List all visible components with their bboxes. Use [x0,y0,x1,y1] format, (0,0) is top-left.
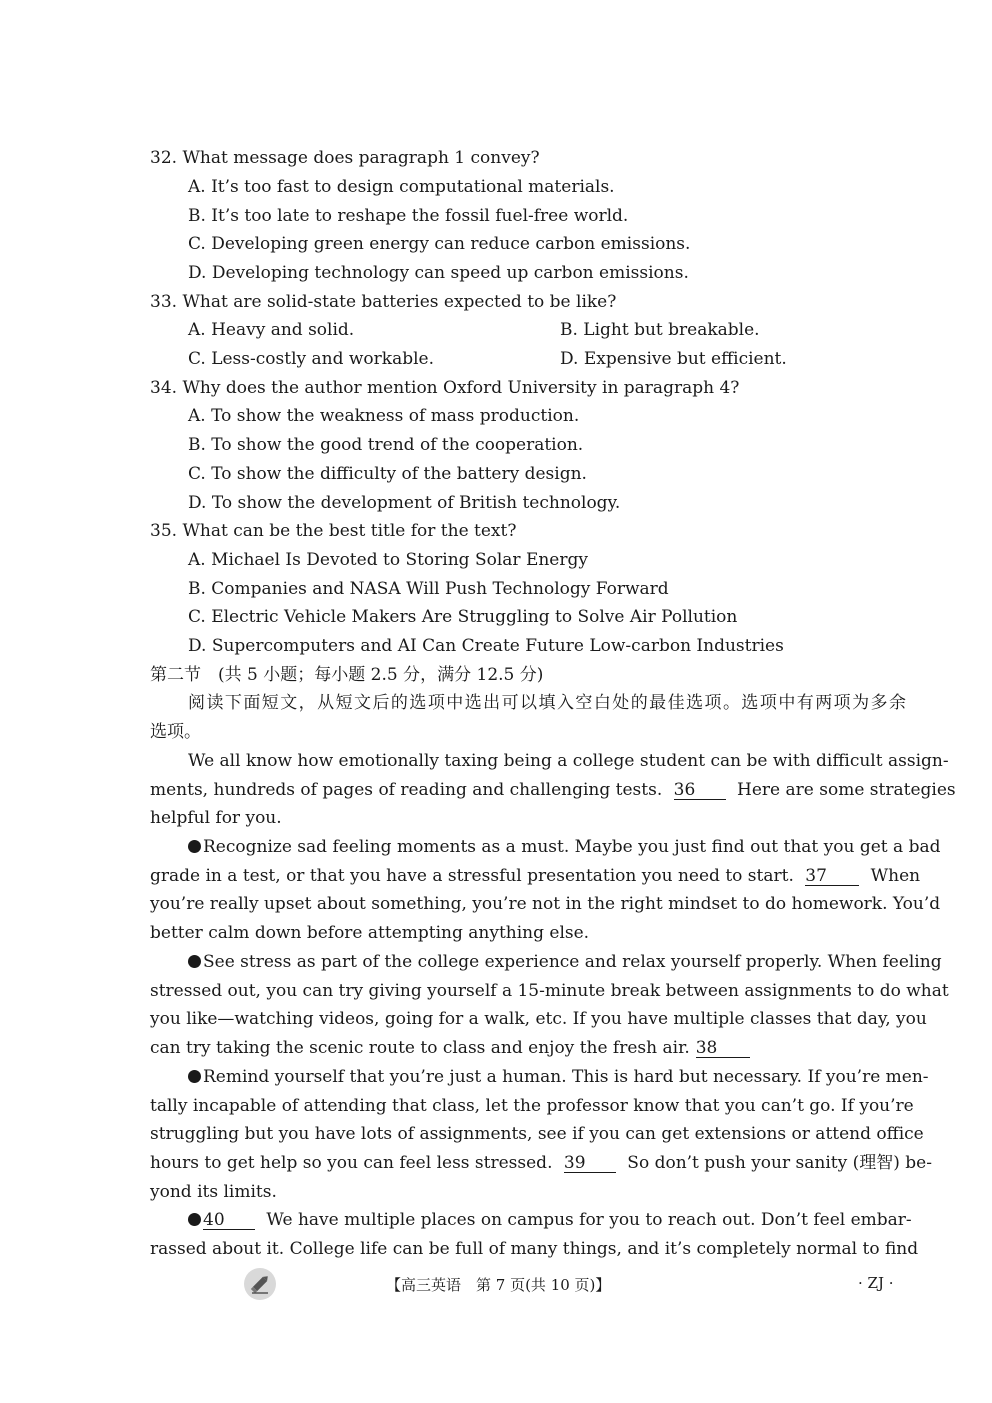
question-33-option-d: D. Expensive but efficient. [560,349,787,369]
question-34-option-d: D. To show the development of British technology. [188,493,621,513]
blank-36: 36 [674,781,726,800]
passage-line: better calm down before attempting anything else. [150,923,590,943]
passage-line: stressed out, you can try giving yourself a 15-minute break between assignments to do what [150,981,949,1001]
question-34-option-a: A. To show the weakness of mass production. [188,406,580,426]
passage-line [150,1153,932,1173]
blank-39: 39 [564,1154,616,1173]
passage-line [188,837,941,857]
question-35-option-d: D. Supercomputers and AI Can Create Future Low-carbon Industries [188,636,784,656]
blank-38: 38 [696,1039,750,1058]
question-32-option-a: A. It’s too fast to design computational materials. [188,177,615,197]
bullet-icon [188,1070,201,1083]
passage-text: We have multiple places on campus for you to reach out. Don’t feel embar- [266,1210,912,1230]
passage-text: So don’t push your sanity (理智) be- [627,1153,932,1173]
question-35-option-a: A. Michael Is Devoted to Storing Solar Energy [188,550,588,570]
passage-line [150,1038,906,1058]
question-32-option-b: B. It’s too late to reshape the fossil fuel-free world. [188,206,629,226]
section-heading: 第二节 (共 5 小题；每小题 2.5 分，满分 12.5 分) [150,665,544,685]
question-32-stem: 32. What message does paragraph 1 convey? [150,148,540,168]
passage-text: grade in a test, or that you have a stressful presentation you need to start. [150,866,794,886]
question-33-option-b: B. Light but breakable. [560,320,760,340]
question-34-option-b: B. To show the good trend of the cooperation. [188,435,584,455]
passage-line: helpful for you. [150,808,282,828]
passage-text: When [870,866,921,886]
question-35-option-b: B. Companies and NASA Will Push Technology Forward [188,579,669,599]
passage-line: rassed about it. College life can be full of many things, and it’s completely normal to find [150,1239,919,1259]
passage-text: Remind yourself that you’re just a human. This is hard but necessary. If you’re men- [203,1067,929,1087]
passage-line: yond its limits. [150,1182,277,1202]
question-35-stem: 35. What can be the best title for the text? [150,521,517,541]
passage-text: Recognize sad feeling moments as a must. Maybe you just find out that you get a bad [203,837,941,857]
bullet-icon [188,1213,201,1226]
passage-line [150,866,921,886]
passage-text: See stress as part of the college experience and relax yourself properly. When feeling [203,952,942,972]
section-instruction-cont: 选项。 [150,722,201,742]
question-33-option-c: C. Less-costly and workable. [188,349,435,369]
pencil-icon [244,1268,276,1300]
passage-line [150,780,956,800]
passage-line: We all know how emotionally taxing being a college student can be with difficult assign- [188,751,949,771]
page-footer-label: 【高三英语 第 7 页(共 10 页)】 [386,1276,611,1294]
pencil-glyph-icon [244,1268,276,1300]
passage-line: you like—watching videos, going for a walk, etc. If you have multiple classes that day, you [150,1009,927,1029]
question-33-stem: 33. What are solid-state batteries expected to be like? [150,292,617,312]
passage-line: struggling but you have lots of assignments, see if you can get extensions or attend office [150,1124,924,1144]
question-32-option-c: C. Developing green energy can reduce carbon emissions. [188,234,691,254]
passage-text: hours to get help so you can feel less stressed. [150,1153,553,1173]
passage-line [188,1210,912,1230]
bullet-icon [188,840,201,853]
passage-line [188,1067,929,1087]
page-footer-code: · ZJ · [858,1274,894,1292]
question-34-option-c: C. To show the difficulty of the battery design. [188,464,587,484]
passage-line: tally incapable of attending that class, let the professor know that you can’t go. If you’re [150,1096,914,1116]
question-32-option-d: D. Developing technology can speed up carbon emissions. [188,263,689,283]
passage-text: can try taking the scenic route to class and enjoy the fresh air. [150,1038,690,1058]
question-34-stem: 34. Why does the author mention Oxford University in paragraph 4? [150,378,740,398]
question-35-option-c: C. Electric Vehicle Makers Are Struggling to Solve Air Pollution [188,607,738,627]
blank-37: 37 [805,867,859,886]
question-33-option-a: A. Heavy and solid. [188,320,355,340]
passage-line: you’re really upset about something, you’re not in the right mindset to do homework. You’d [150,894,941,914]
blank-40: 40 [203,1211,255,1230]
passage-text: ments, hundreds of pages of reading and challenging tests. [150,780,663,800]
passage-text: Here are some strategies [737,780,956,800]
bullet-icon [188,955,201,968]
section-instruction: 阅读下面短文，从短文后的选项中选出可以填入空白处的最佳选项。选项中有两项为多余 [188,693,906,713]
passage-line [188,952,942,972]
